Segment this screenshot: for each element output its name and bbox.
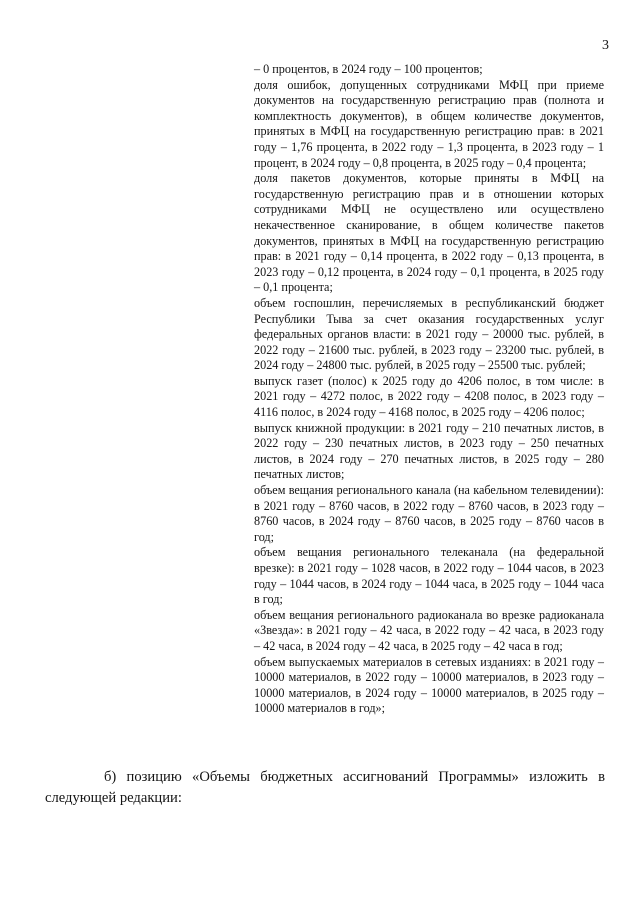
list-item: – 0 процентов, в 2024 году – 100 процентов; <box>254 62 483 76</box>
list-item: выпуск книжной продукции: в 2021 году – 210 печатных листов, в 2022 году – 230 печатных листов, в 2023 году – 250 печатных листов, в 2024 году – 270 печатных листов, в 2025 году – 280 печатных листов; <box>254 420 604 482</box>
page-number: 3 <box>602 38 609 53</box>
list-item: объем вещания регионального канала (на кабельном телевидении): в 2021 году – 8760 часов, в 2022 году – 8760 часов, в 2023 году – 8760 часов, в 2024 году – 8760 часов, в 2025 году – 8760 часов в год; <box>254 483 604 544</box>
list-item: доля ошибок, допущенных сотрудниками МФЦ при приеме документов на государственную регистрацию прав (полнота и комплектность документов), в общем количестве документов, принятых в МФЦ на государственную регистрацию прав: в 2021 году – 1,76 процента, в 2022 году – 1,3 процента, в 2023 году – 1 процент, в 2024 году – 0,8 процента, в 2025 году – 0,4 процента; <box>254 77 604 170</box>
list-item: объем выпускаемых материалов в сетевых изданиях: в 2021 году – 10000 материалов, в 2022 году – 10000 материалов, в 2023 году – 10000 материалов, в 2024 году – 10000 материалов, в 2025 году – 10000 материалов в год»; <box>254 654 604 716</box>
list-item: объем вещания регионального радиоканала во врезке радиоканала «Звезда»: в 2021 году – 42 часа, в 2022 году – 42 часа, в 2023 году – 42 часа, в 2024 году – 42 часа, в 2025 году – 42 часа в год; <box>254 607 604 653</box>
list-item: объем вещания регионального телеканала (на федеральной врезке): в 2021 году – 1028 часов, в 2022 году – 1044 часов, в 2023 году – 1044 часов, в 2024 году – 1044 часа, в 2025 году – 1044 часа в год; <box>254 545 604 607</box>
list-item: выпуск газет (полос) к 2025 году до 4206 полос, в том числе: в 2021 году – 4272 полос, в 2022 году – 4208 полос, в 2023 году – 4116 полос, в 2024 году – 4168 полос, в 2025 году – 4206 полос; <box>254 373 604 420</box>
list-item: объем госпошлин, перечисляемых в республиканский бюджет Республики Тыва за счет оказания государственных услуг федеральных органов власти: в 2021 году – 20000 тыс. рублей, в 2022 году – 21600 тыс. рублей, в 2023 году – 23200 тыс. рублей, в 2024 году – 24800 тыс. рублей, в 2025 году – 25500 тыс. рублей; <box>254 295 604 373</box>
closing-paragraph: б) позицию «Объемы бюджетных ассигнований Программы» изложить в следующей редакции: <box>45 769 605 806</box>
indicator-list <box>254 62 604 717</box>
list-item: доля пакетов документов, которые приняты в МФЦ на государственную регистрацию прав и в отношении которых сотрудниками МФЦ не осуществлено или осуществлено некачественное сканирование, в общем количестве пакетов документов, принятых в МФЦ на государственную регистрацию прав: в 2021 году – 0,14 процента, в 2022 году – 0,13 процента, в 2023 году – 0,12 процента, в 2024 году – 0,1 процента, в 2025 году – 0,1 процента; <box>254 171 604 295</box>
